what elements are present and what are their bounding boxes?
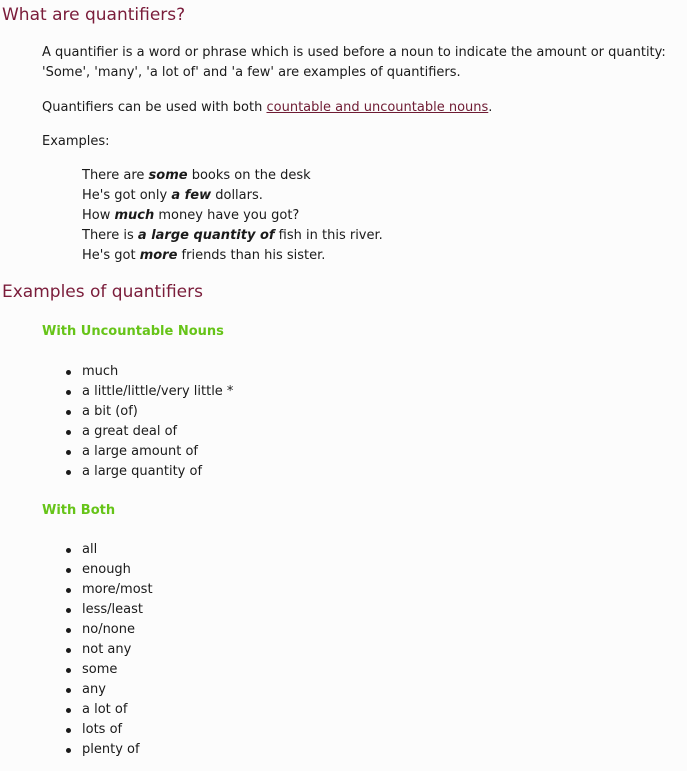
examples-label: Examples: — [42, 134, 110, 149]
list-item: a bit (of) — [82, 402, 233, 422]
list-item: no/none — [82, 620, 153, 640]
list-item: less/least — [82, 600, 153, 620]
quantifier-emphasis: a large quantity of — [137, 228, 275, 243]
subheading-uncountable: With Uncountable Nouns — [42, 324, 224, 339]
list-item: some — [82, 660, 153, 680]
usage-prefix: Quantifiers can be used with both — [42, 100, 267, 115]
usage-paragraph — [42, 98, 492, 118]
quantifier-emphasis: more — [139, 248, 178, 263]
list-item: a lot of — [82, 700, 153, 720]
usage-suffix: . — [488, 100, 493, 115]
quantifier-emphasis: some — [148, 168, 188, 183]
list-item: not any — [82, 640, 153, 660]
uncountable-list — [42, 362, 233, 482]
list-item: a large amount of — [82, 442, 233, 462]
both-list — [42, 540, 153, 760]
example-sentence: He's got only a few dollars. — [82, 188, 263, 203]
example-sentence: He's got more friends than his sister. — [82, 248, 326, 263]
list-item: plenty of — [82, 740, 153, 760]
subheading-both: With Both — [42, 503, 116, 518]
list-item: all — [82, 540, 153, 560]
list-item: a large quantity of — [82, 462, 233, 482]
list-item: more/most — [82, 580, 153, 600]
list-item: a little/little/very little * — [82, 382, 233, 402]
definition-line-1: A quantifier is a word or phrase which is used before a noun to indicate the amount or quantity: — [42, 45, 666, 60]
definition-line-2: 'Some', 'many', 'a lot of' and 'a few' are examples of quantifiers. — [42, 65, 461, 80]
section-title-examples: Examples of quantifiers — [2, 282, 203, 302]
definition-paragraph — [42, 43, 666, 83]
example-sentence: How much money have you got? — [82, 208, 300, 223]
page-title: What are quantifiers? — [2, 5, 186, 25]
example-sentence: There are some books on the desk — [82, 168, 311, 183]
list-item: lots of — [82, 720, 153, 740]
countable-uncountable-link[interactable]: countable and uncountable nouns — [266, 100, 489, 115]
quantifier-emphasis: a few — [171, 188, 212, 203]
examples-block — [82, 166, 383, 266]
list-item: much — [82, 362, 233, 382]
example-sentence: There is a large quantity of fish in this river. — [82, 228, 383, 243]
quantifier-emphasis: much — [114, 208, 155, 223]
list-item: a great deal of — [82, 422, 233, 442]
list-item: any — [82, 680, 153, 700]
list-item: enough — [82, 560, 153, 580]
